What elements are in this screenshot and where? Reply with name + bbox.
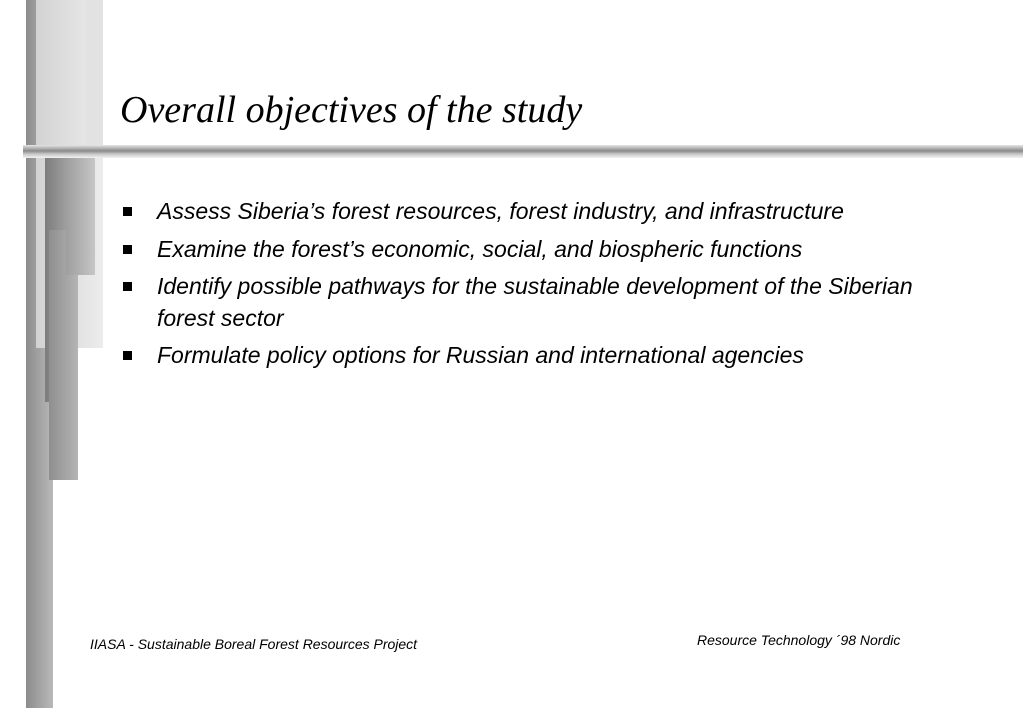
- square-bullet-icon: [123, 245, 132, 254]
- bullet-item: [120, 340, 950, 372]
- bullet-text: Assess Siberia’s forest resources, forest industry, and infrastructure: [157, 198, 844, 224]
- square-bullet-icon: [123, 351, 132, 360]
- bullet-item: [120, 271, 950, 334]
- bullet-text: Formulate policy options for Russian and international agencies: [157, 342, 804, 368]
- decorative-bar-6: [86, 0, 103, 150]
- title-divider: [23, 145, 1023, 158]
- footer-right-text: Resource Technology ´98 Nordic: [697, 632, 901, 648]
- bullet-text: Identify possible pathways for the sustainable development of the Siberian forest sector: [157, 273, 913, 331]
- square-bullet-icon: [123, 282, 132, 291]
- bullet-list: [120, 196, 950, 378]
- bullet-item: [120, 234, 950, 266]
- bullet-text: Examine the forest’s economic, social, and biospheric functions: [157, 235, 803, 262]
- decorative-bar-5: [66, 155, 95, 275]
- square-bullet-icon: [123, 207, 132, 216]
- slide-title: Overall objectives of the study: [120, 89, 583, 131]
- footer-left-text: IIASA - Sustainable Boreal Forest Resources Project: [90, 636, 418, 652]
- bullet-item: [120, 196, 950, 228]
